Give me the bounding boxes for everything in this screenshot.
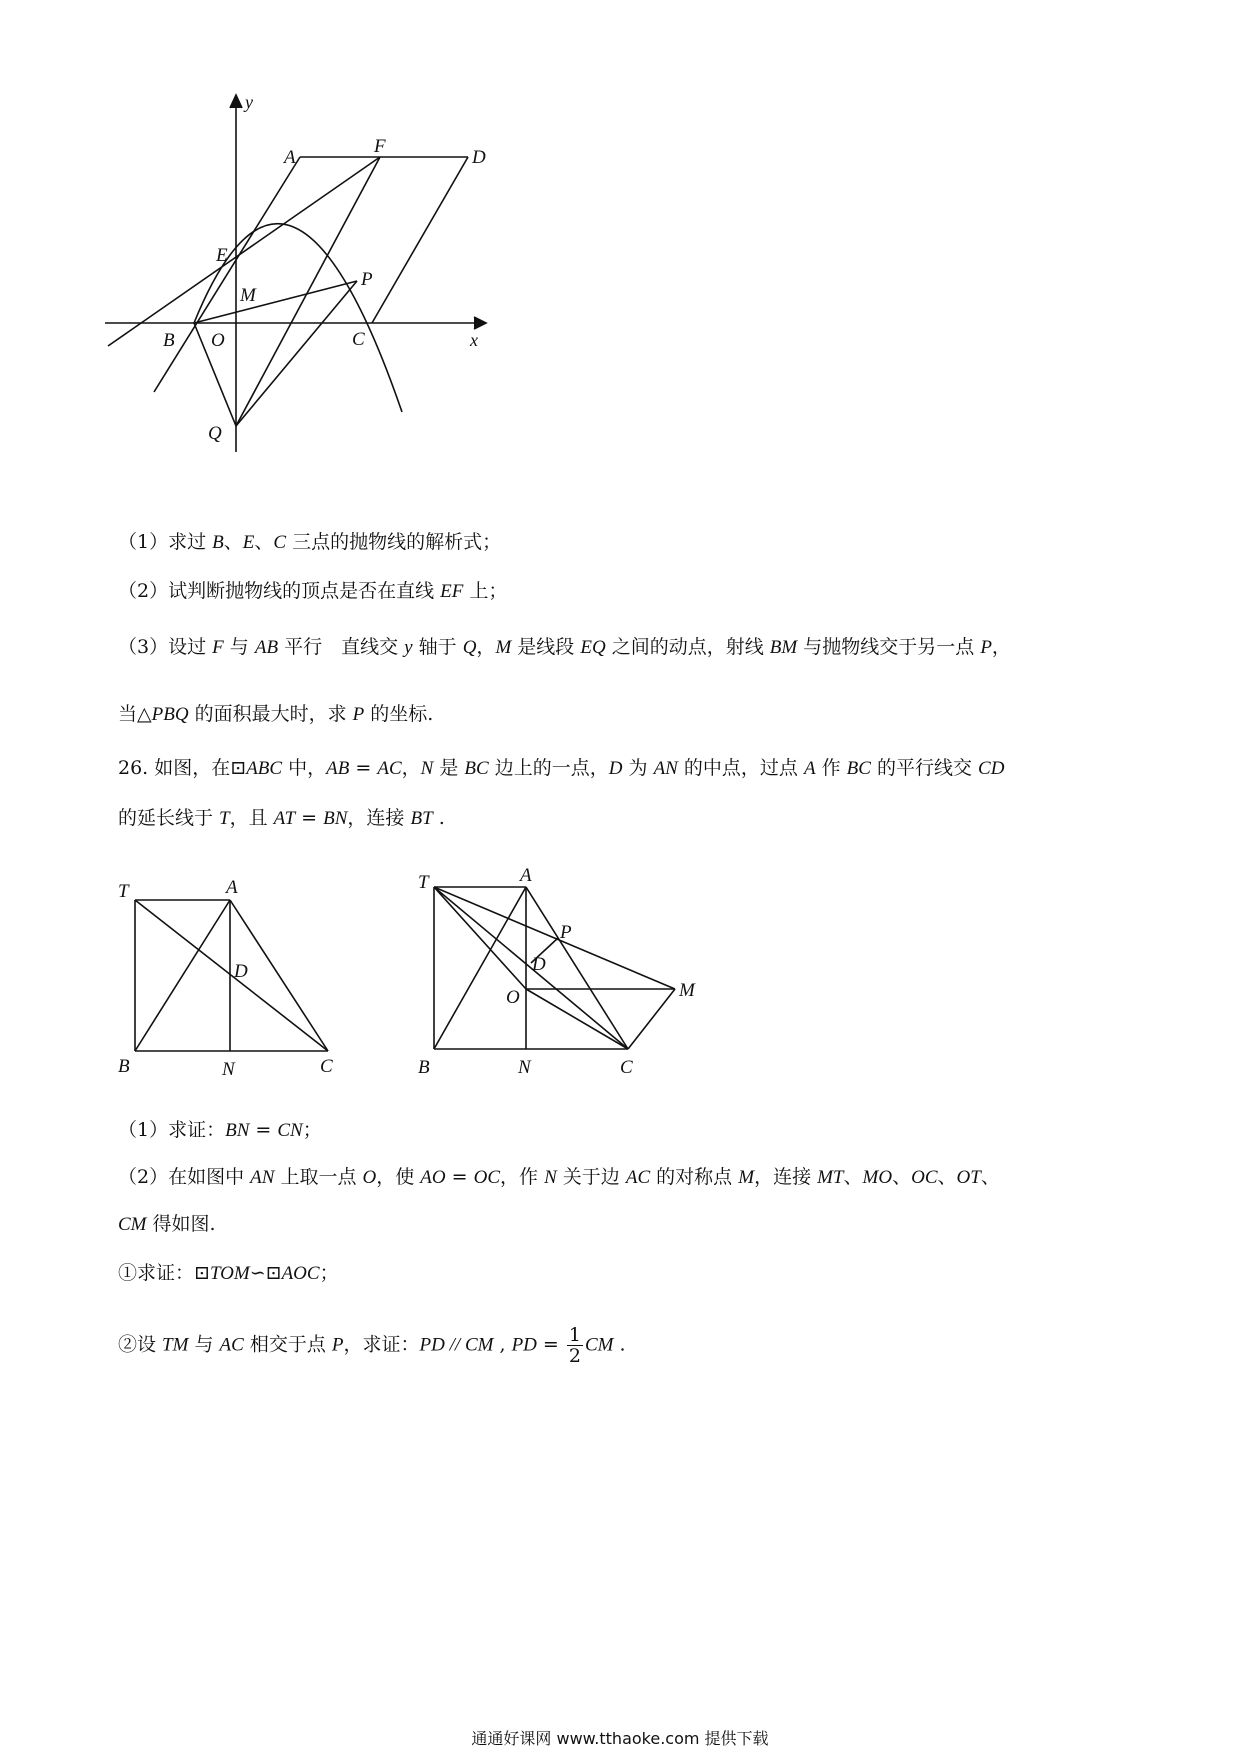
q25-part1: （1）求过 B、E、C 三点的抛物线的解析式； <box>118 531 502 553</box>
q26-sub1: ①求证：⊡TOM∽⊡AOC； <box>118 1262 339 1284</box>
q26-stem-line1: 26. 如图，在⊡ABC 中，AB = AC，N 是 BC 边上的一点，D 为 AN 的中点，过点 A 作 BC 的平行线交 CD <box>118 757 1005 779</box>
line-EF <box>108 157 380 346</box>
segment-TC <box>135 900 328 1051</box>
fig3-label-O: O <box>506 987 520 1008</box>
fig3-label-M: M <box>679 980 695 1001</box>
fig2-label-N: N <box>222 1059 235 1080</box>
label-y: y <box>245 92 253 112</box>
q26-sub2: ②设 TM 与 AC 相交于点 P，求证：PD // CM , PD = $\frac{1}{2}$ CM . <box>118 1324 626 1367</box>
line-AB <box>154 157 300 392</box>
q26-part1: （1）求证：BN = CN； <box>118 1119 322 1141</box>
q26-stem-line2: 的延长线于 T，且 AT = BN，连接 BT . <box>118 807 445 829</box>
fig2-label-D: D <box>234 961 248 982</box>
fig2-label-T: T <box>118 881 129 902</box>
triangle-figure-1 <box>110 865 350 1089</box>
fig3-label-P: P <box>560 922 572 943</box>
fig2-label-A: A <box>226 877 238 898</box>
y-axis-arrow <box>230 95 242 108</box>
triangle-figure-2 <box>410 855 730 1094</box>
fig3-label-A: A <box>520 865 532 886</box>
x-axis-arrow <box>474 317 486 329</box>
label-F: F <box>374 136 386 157</box>
label-P: P <box>361 269 373 290</box>
segment-FQ <box>236 157 380 426</box>
triangle-figure-1-svg <box>110 865 350 1085</box>
segment-AB <box>434 887 526 1049</box>
label-O: O <box>211 330 225 351</box>
q25-part3: （3）设过 F 与 AB 平行 直线交 y 轴于 Q，M 是线段 EQ 之间的动点，射线 BM 与抛物线交于另一点 P， <box>118 636 1011 658</box>
triangle-figure-2-svg <box>410 855 730 1090</box>
q26-part2-cont: CM 得如图. <box>118 1213 216 1235</box>
segment-OC <box>526 989 628 1049</box>
fraction-one-half: $\frac{1}{2}$ <box>568 1324 581 1367</box>
label-B: B <box>163 330 175 351</box>
fig2-label-C: C <box>320 1056 333 1077</box>
fig3-label-N: N <box>518 1057 531 1078</box>
segment-CM <box>628 989 675 1049</box>
label-Q: Q <box>208 423 222 444</box>
q26-part2: （2）在如图中 AN 上取一点 O，使 AO = OC，作 N 关于边 AC 的对称点 M，连接 MT、MO、OC、OT、 <box>118 1166 1000 1188</box>
segment-AB <box>135 900 230 1051</box>
footer-source: 通通好课网 www.tthaoke.com 提供下载 <box>471 1729 769 1748</box>
label-D: D <box>472 147 486 168</box>
label-x: x <box>470 330 478 350</box>
fig3-label-T: T <box>418 872 429 893</box>
label-C: C <box>352 329 365 350</box>
segment-TO <box>434 887 526 989</box>
segment-TM <box>434 887 675 989</box>
fig3-label-C: C <box>620 1057 633 1078</box>
parabola-figure-svg <box>100 90 560 510</box>
label-M: M <box>240 285 256 306</box>
fig3-label-B: B <box>418 1057 430 1078</box>
parabola-figure <box>100 90 560 514</box>
fig3-label-D: D <box>532 954 546 975</box>
label-E: E <box>216 245 228 266</box>
segment-TC <box>434 887 628 1049</box>
fig2-label-B: B <box>118 1056 130 1077</box>
q25-part3-cont: 当△PBQ 的面积最大时，求 P 的坐标. <box>118 703 434 725</box>
q25-part2: （2）试判断抛物线的顶点是否在直线 EF 上； <box>118 580 508 602</box>
label-A: A <box>284 147 296 168</box>
line-DC <box>372 157 468 323</box>
